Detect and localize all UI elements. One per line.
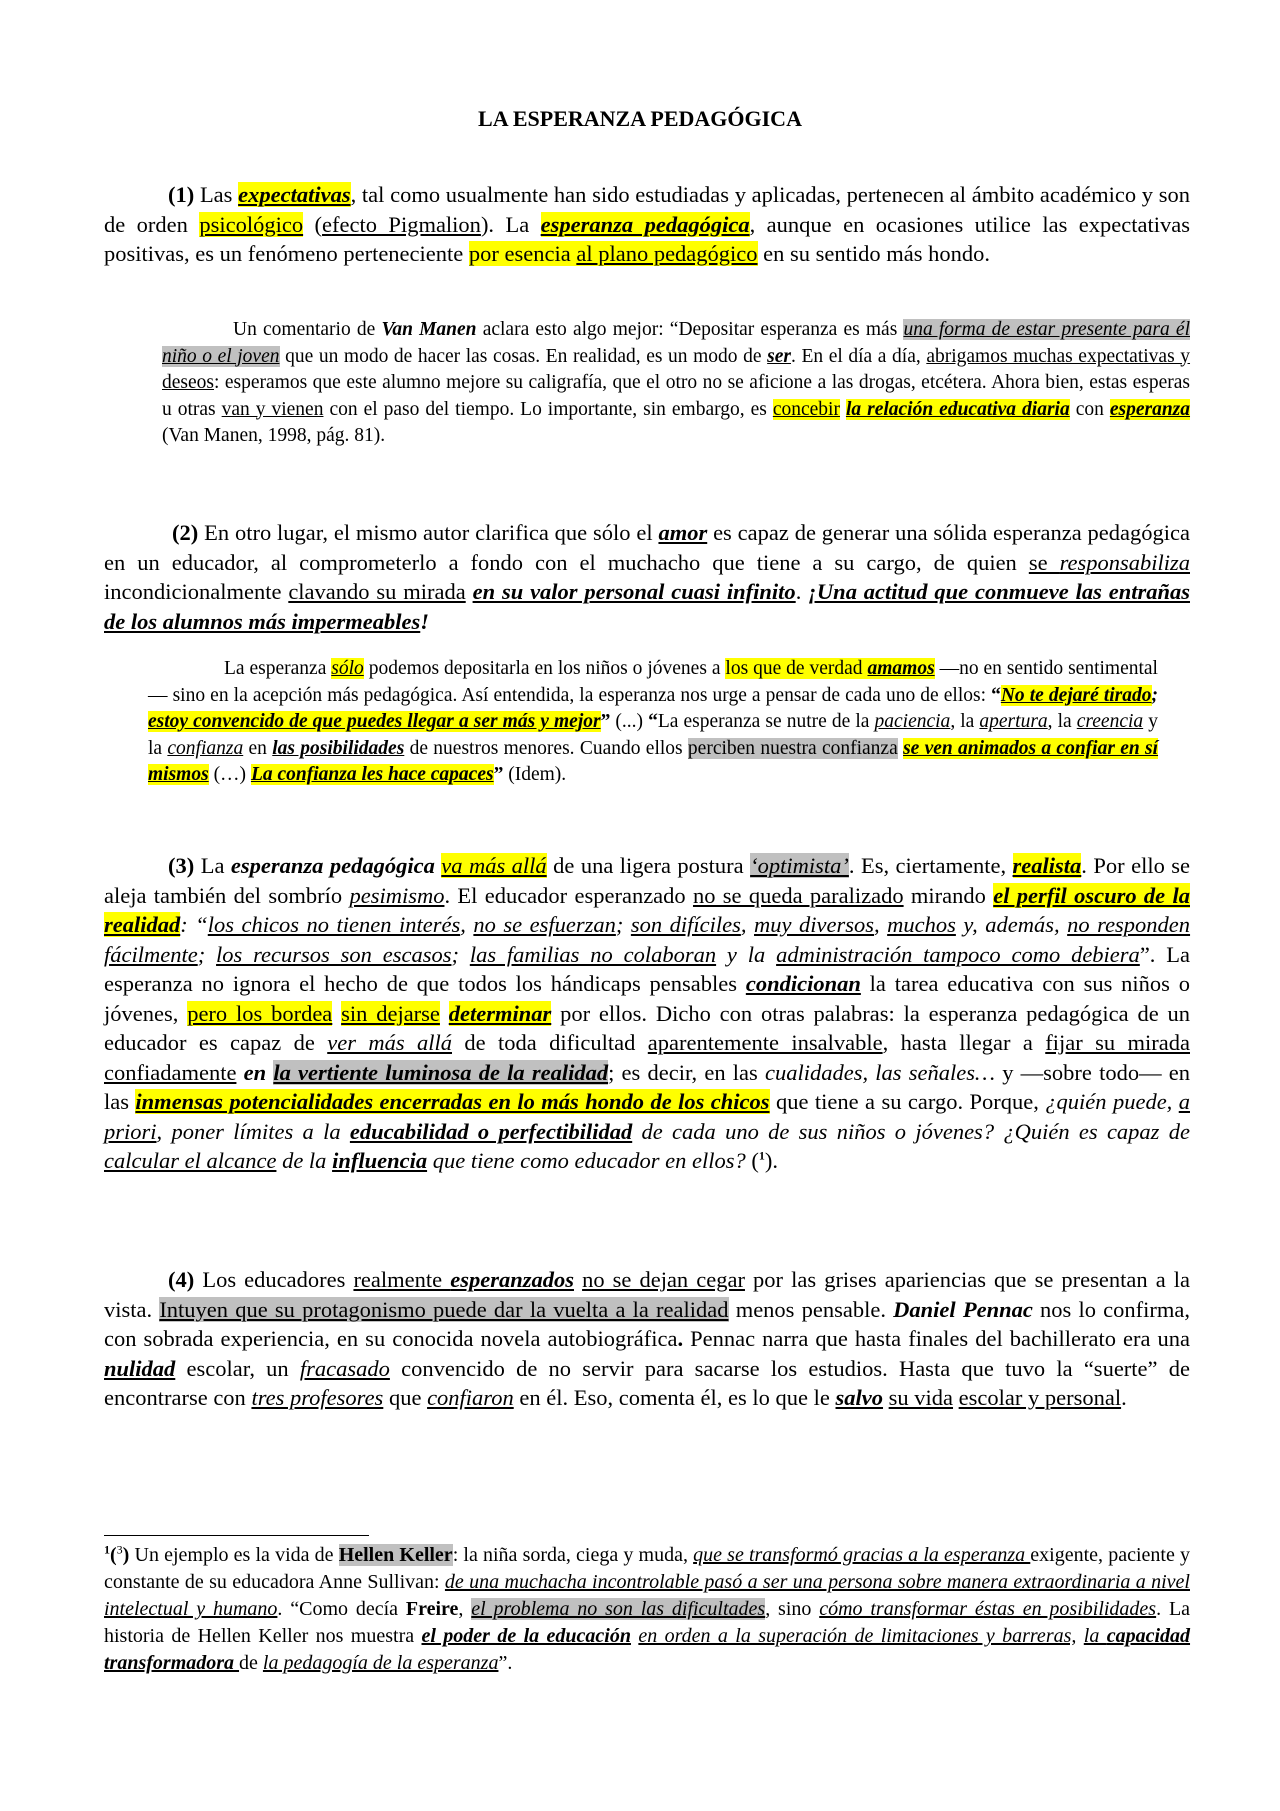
underline-fracasado: fracasado bbox=[299, 1355, 390, 1381]
footnote-reference[interactable]: 1 bbox=[758, 1148, 765, 1163]
footnote-marker: 1 bbox=[104, 1542, 110, 1557]
underline-aparentemente: aparentemente insalvable bbox=[647, 1030, 883, 1055]
underline-confianza: confianza bbox=[167, 737, 244, 759]
underline-pigmalion: efecto Pigmalion bbox=[322, 211, 481, 237]
underline-tres-profesores: tres profesores bbox=[251, 1385, 384, 1410]
underline-clavando: clavando su mirada bbox=[288, 579, 466, 604]
underline-no-se-queda: no se queda paralizado bbox=[692, 882, 904, 908]
author-van-manen: Van Manen bbox=[381, 319, 477, 340]
highlight-determinar: determinar bbox=[448, 1000, 552, 1026]
emphasis-salvo: salvo bbox=[835, 1385, 884, 1410]
highlight-esperanza: esperanza bbox=[1109, 398, 1191, 420]
underline-apertura: apertura bbox=[979, 711, 1048, 732]
highlight-perciben: perciben nuestra confianza bbox=[687, 737, 898, 759]
emphasis-ser: ser bbox=[767, 345, 791, 367]
highlight-perfil-oscuro: el perfil oscuro de la realidad bbox=[104, 882, 1190, 937]
highlight-relacion-educativa: la relación educativa diaria bbox=[845, 398, 1070, 420]
paragraph-number: (3) bbox=[168, 853, 195, 878]
underline-abrigamos: abrigamos muchas expectativas y deseos bbox=[162, 345, 1191, 393]
highlight-pero-los-bordea: pero los bordea bbox=[187, 1000, 333, 1026]
emphasis-condicionan: condicionan bbox=[745, 971, 861, 996]
emphasis-las-posibilidades: las posibilidades bbox=[272, 737, 405, 759]
emphasis-actitud: ¡Una actitud que conmueve las entrañas de los alumnos más impermeables bbox=[104, 579, 1190, 634]
highlight-solo: sólo bbox=[331, 658, 364, 679]
emphasis-poder-educacion: el poder de la educación bbox=[421, 1625, 631, 1647]
emphasis-valor-personal: en su valor personal cuasi infinito bbox=[472, 579, 796, 604]
paragraph-number: (2) bbox=[172, 520, 199, 545]
underline-ver-mas-alla: ver más allá bbox=[327, 1030, 452, 1055]
footnote-separator bbox=[104, 1535, 369, 1536]
quote-van-manen: Un comentario de Van Manen aclara esto algo mejor: “Depositar esperanza es más una forma de estar presente para él niño o el joven que un modo de hacer las cosas. En realidad, es un modo de ser. En el día a día, abrigamos muchas expectativas y deseos: esperamos que este alumno mejore su caligrafía, que el otro no se aficione a las drogas, etcétera. Ahora bien, estas esperas u otras van y vienen con el paso del tiempo. Lo importante, sin embargo, es concebir la relación educativa diaria con esperanza (Van Manen, 1998, pág. 81). bbox=[162, 319, 1191, 446]
highlight-realista: realista bbox=[1012, 853, 1082, 878]
paragraph-number: (4) bbox=[168, 1267, 195, 1292]
highlight-sin-dejarse: sin dejarse bbox=[341, 1000, 440, 1026]
emphasis-nulidad: nulidad bbox=[104, 1355, 176, 1381]
highlight-los-que: los que de verdad bbox=[725, 658, 868, 679]
emphasis-capacidad: capacidad transformadora bbox=[104, 1625, 1191, 1674]
highlight-va-mas-alla: va más allá bbox=[441, 853, 547, 878]
emphasis-esperanzados: esperanzados bbox=[450, 1267, 574, 1292]
highlight-capaces: La confianza les hace capaces bbox=[250, 764, 494, 785]
highlight-no-te-dejare: No te dejaré tirado bbox=[1000, 684, 1152, 706]
highlight-forma-de-estar: una forma de estar presente para él niño o el joven bbox=[162, 319, 1190, 367]
highlight-esperanza-pedagogica: esperanza pedagógica bbox=[540, 211, 750, 237]
underline-van-y-vienen: van y vienen bbox=[221, 398, 324, 420]
underline-fijar-mirada: fijar su mirada confiadamente bbox=[104, 1030, 1190, 1085]
paragraph-3: (3) La esperanza pedagógica va más allá de una ligera postura ‘optimista’. Es, ciertamente, realista. Por ello se aleja también del sombrío pesimismo. El educador esperanzado no se queda paralizado mirando el perfil oscuro de la realidad: “los chicos no tienen interés, no se esfuerzan; son difíciles, muy diversos, muchos y, además, no responden fácilmente; los recursos son escasos; las familias no colaboran y la administración tampoco como debiera”. La esperanza no ignora el hecho de que todos los hándicaps pensables condicionan la tarea educativa con sus niños o jóvenes, pero los bordea sin dejarse determinar por ellos. Dicho con otras palabras: la esperanza pedagógica de un educador es capaz de ver más allá de toda dificultad aparentemente insalvable, hasta llegar a fijar su mirada confiadamente en la vertiente luminosa de la realidad; es decir, en las cualidades, las señales… y —sobre todo— en las inmensas potencialidades encerradas en lo más hondo de los chicos que tiene a su cargo. Porque, ¿quién puede, a priori, poner límites a la educabilidad o perfectibilidad de cada uno de sus niños o jóvenes? ¿Quién es capaz de calcular el alcance de la influencia que tiene como educador en ellos? ($^1$). bbox=[104, 853, 1191, 1173]
underline-paciencia: paciencia bbox=[874, 711, 951, 732]
page-title: LA ESPERANZA PEDAGÓGICA bbox=[478, 106, 802, 131]
highlight-inmensas-potencialidades: inmensas potencialidades encerradas en lo más hondo de los chicos bbox=[135, 1089, 770, 1114]
underline-creencia: creencia bbox=[1076, 711, 1144, 732]
paragraph-1: (1) Las expectativas, tal como usualmente han sido estudiadas y aplicadas, pertenecen al ámbito académico y son de orden psicológico (efecto Pigmalion). La esperanza pedagógica, aunque en ocasiones utilice las expectativas positivas, es un fenómeno perteneciente por esencia al plano pedagógico en su sentido más hondo. bbox=[104, 182, 1190, 266]
highlight-intuyen: Intuyen que su protagonismo puede dar la vuelta a la realidad bbox=[159, 1296, 729, 1322]
author-freire: Freire bbox=[405, 1598, 459, 1620]
highlight-problema: el problema no son las dificultades bbox=[471, 1598, 766, 1620]
highlight-por-esencia: por esencia bbox=[468, 241, 577, 266]
highlight-amamos: amamos bbox=[867, 658, 935, 679]
highlight-vertiente-luminosa: la vertiente luminosa de la realidad bbox=[273, 1059, 609, 1085]
highlight-plano-pedagogico: al plano pedagógico bbox=[576, 241, 758, 266]
paragraph-4: (4) Los educadores realmente esperanzados no se dejan cegar por las grises apariencias que se presentan a la vista. Intuyen que su protagonismo puede dar la vuelta a la realidad menos pensable. Daniel Pennac nos lo confirma, con sobrada experiencia, en su conocida novela autobiográfica. Pennac narra que hasta finales del bachillerato era una nulidad escolar, un fracasado convencido de no servir para sacarse los estudios. Hasta que tuvo la “suerte” de encontrarse con tres profesores que confiaron en él. Eso, comenta él, es lo que le salvo su vida escolar y personal. bbox=[104, 1267, 1190, 1410]
emphasis-esperanza-pedagogica: esperanza pedagógica bbox=[230, 853, 435, 878]
underline-confiaron: confiaron bbox=[427, 1385, 514, 1410]
emphasis-educabilidad: educabilidad o perfectibilidad bbox=[349, 1118, 633, 1144]
underline-pesimismo: pesimismo bbox=[349, 882, 445, 908]
author-daniel-pennac: Daniel Pennac bbox=[893, 1296, 1033, 1322]
highlight-animados: se ven animados a confiar en sí mismos bbox=[148, 737, 1159, 785]
paragraph-number: (1) bbox=[168, 182, 195, 207]
highlight-hellen-keller: Hellen Keller bbox=[338, 1544, 453, 1566]
underline-no-se-dejan-cegar: no se dejan cegar bbox=[582, 1267, 745, 1292]
emphasis-amor: amor bbox=[658, 520, 708, 545]
quote-esperanza: La esperanza sólo podemos depositarla en los niños o jóvenes a los que de verdad amamos —no en sentido sentimental— sino en la acepción más pedagógica. Así entendida, la esperanza nos urge a pensar de cada uno de ellos: “No te dejaré tirado; estoy convencido de que puedes llegar a ser más y mejor” (...) “La esperanza se nutre de la paciencia, la apertura, la creencia y la confianza en las posibilidades de nuestros menores. Cuando ellos perciben nuestra confianza se ven animados a confiar en sí mismos (…) La confianza les hace capaces” (Idem). bbox=[148, 658, 1159, 785]
highlight-convencido: estoy convencido de que puedes llegar a ser más y mejor bbox=[148, 711, 601, 732]
emphasis-influencia: influencia bbox=[332, 1148, 428, 1173]
highlight-psicologico: psicológico bbox=[199, 211, 304, 237]
paragraph-2: (2) En otro lugar, el mismo autor clarifica que sólo el amor es capaz de generar una sólida esperanza pedagógica en un educador, al comprometerlo a fondo con el muchacho que tiene a su cargo, de quien se responsabiliza incondicionalmente clavando su mirada en su valor personal cuasi infinito. ¡Una actitud que conmueve las entrañas de los alumnos más impermeables! bbox=[104, 520, 1191, 634]
highlight-concebir: concebir bbox=[772, 398, 840, 420]
underline-responsabiliza: responsabiliza bbox=[1059, 549, 1190, 575]
highlight-expectativas: expectativas bbox=[238, 182, 351, 207]
highlight-optimista: ‘optimista’ bbox=[750, 853, 849, 878]
footnote: $^1$($^3$) Un ejemplo es la vida de Hellen Keller: la niña sorda, ciega y muda, que se transformó gracias a la esperanza exigente, paciente y constante de su educadora Anne Sullivan: de una muchacha incontrolable pasó a ser una persona sobre manera extraordinaria a nivel intelectual y humano. “Como decía Freire, el problema no son las dificultades, sino cómo transformar éstas en posibilidades. La historia de Hellen Keller nos muestra el poder de la educación en orden a la superación de limitaciones y barreras, la capacidad transformadora de la pedagogía de la esperanza”. bbox=[104, 1542, 1191, 1674]
